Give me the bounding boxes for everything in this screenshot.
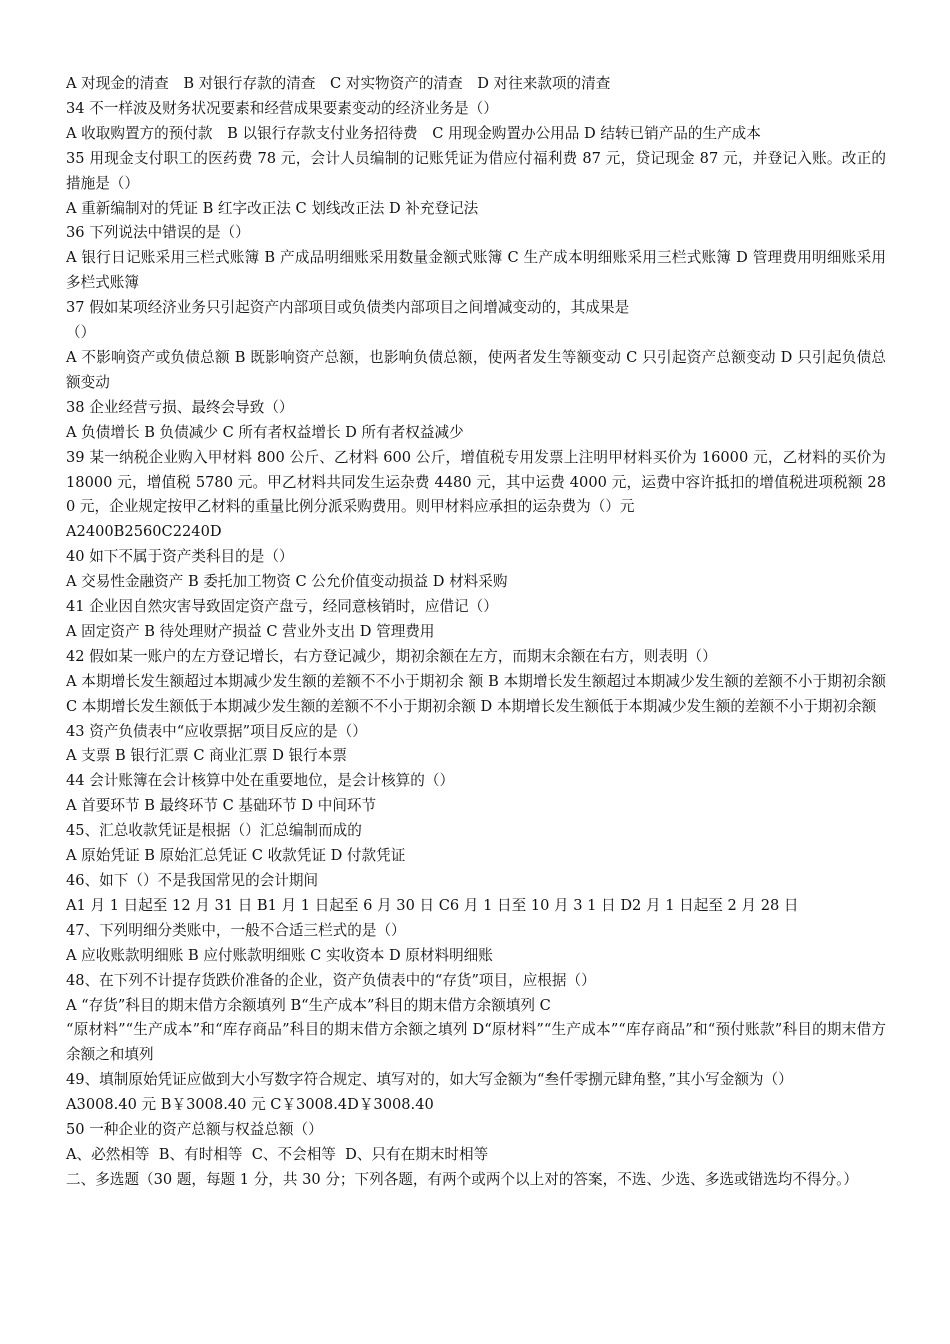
question-42: 42 假如某一账户的左方登记增长，右方登记减少，期初余额在左方，而期末余额在右方，则表明（） xyxy=(66,647,717,665)
options-49: A3008.40 元 B￥3008.40 元 C￥3008.4D￥3008.40 xyxy=(66,1096,434,1114)
options-50: A、必然相等 B、有时相等 C、不会相等 D、只有在期末时相等 xyxy=(66,1145,489,1163)
section-heading-multiple-choice: 二、多选题（30 题，每题 1 分，共 30 分；下列各题，有两个或两个以上对的答案，不选、少选、多选或错选均不得分。） xyxy=(66,1170,859,1188)
question-37-paren: （） xyxy=(66,324,96,342)
question-46: 46、如下（）不是我国常见的会计期间 xyxy=(66,872,319,889)
options-48-b: “原材料”“生产成本”和“库存商品”科目的期末借方余额之填列 D“原材料”“生产成本”“库存商品”和“预付账款”科目的期末借方余额之和填列 xyxy=(66,1021,886,1064)
document-page xyxy=(66,72,891,1193)
options-38: A 负债增长 B 负债减少 C 所有者权益增长 D 所有者权益减少 xyxy=(66,423,464,441)
question-50: 50 一种企业的资产总额与权益总额（） xyxy=(66,1121,323,1139)
question-48: 48、在下列不计提存货跌价准备的企业，资产负债表中的“存货”项目，应根据（） xyxy=(66,971,596,989)
question-38: 38 企业经营亏损、最终会导致（） xyxy=(66,398,294,416)
question-40: 40 如下不属于资产类科目的是（） xyxy=(66,548,294,566)
question-47: 47、下列明细分类账中，一般不合适三栏式的是（） xyxy=(66,921,406,939)
options-46: A1 月 1 日起至 12 月 31 日 B1 月 1 日起至 6 月 30 日 C6 月 1 日至 10 月 3 1 日 D2 月 1 日起至 2 月 28 日 xyxy=(66,896,799,914)
question-44: 44 会计账簿在会计核算中处在重要地位，是会计核算的（） xyxy=(66,772,455,790)
options-43: A 支票 B 银行汇票 C 商业汇票 D 银行本票 xyxy=(66,747,347,765)
options-39: A2400B2560C2240D xyxy=(66,523,222,541)
options-35: A 重新编制对的凭证 B 红字改正法 C 划线改正法 D 补充登记法 xyxy=(66,199,479,217)
options-40: A 交易性金融资产 B 委托加工物资 C 公允价值变动损益 D 材料采购 xyxy=(66,573,508,591)
options-37: A 不影响资产或负债总额 B 既影响资产总额，也影响负债总额，使两者发生等额变动 C 只引起资产总额变动 D 只引起负债总额变动 xyxy=(66,348,886,391)
options-45: A 原始凭证 B 原始汇总凭证 C 收款凭证 D 付款凭证 xyxy=(66,847,406,865)
text-line: A 对现金的清查 B 对银行存款的清查 C 对实物资产的清查 D 对往来款项的清查 xyxy=(66,75,611,92)
question-35: 35 用现金支付职工的医药费 78 元，会计人员编制的记账凭证为借应付福利费 87 元，贷记现金 87 元，并登记入账。改正的措施是（） xyxy=(66,149,886,192)
question-49: 49、填制原始凭证应做到大小写数字符合规定、填写对的，如大写金额为“叁仟零捌元肆角整，”其小写金额为（） xyxy=(66,1071,793,1089)
options-42: A 本期增长发生额超过本期减少发生额的差额不不小于期初余 额 B 本期增长发生额超过本期减少发生额的差额不小于期初余额 C 本期增长发生额低于本期减少发生额的差额不不小于期初余额 D 本期增长发生额低于本期减少发生额的差额不小于期初余额 xyxy=(66,672,891,715)
options-34: A 收取购置方的预付款 B 以银行存款支付业务招待费 C 用现金购置办公用品 D 结转已销产品的生产成本 xyxy=(66,124,761,142)
question-43: 43 资产负债表中“应收票据”项目反应的是（） xyxy=(66,722,367,740)
question-39: 39 某一纳税企业购入甲材料 800 公斤、乙材料 600 公斤，增值税专用发票上注明甲材料买价为 16000 元，乙材料的买价为 18000 元，增值税 5780 元。甲乙材料共同发生运杂费 4480 元，其中运费 4000 元，运费中容许抵扣的增值税进项税额 280 元，企业规定按甲乙材料的重量比例分派采购费用。则甲材料应承担的运杂费为（）元 xyxy=(66,448,891,516)
question-41: 41 企业因自然灾害导致固定资产盘亏，经同意核销时，应借记（） xyxy=(66,598,498,616)
options-41: A 固定资产 B 待处理财产损益 C 营业外支出 D 管理费用 xyxy=(66,622,435,640)
options-44: A 首要环节 B 最终环节 C 基础环节 D 中间环节 xyxy=(66,797,377,815)
question-45: 45、汇总收款凭证是根据（）汇总编制而成的 xyxy=(66,822,362,840)
options-48-a: A “存货”科目的期末借方余额填列 B“生产成本”科目的期末借方余额填列 C xyxy=(66,996,551,1014)
question-34: 34 不一样波及财务状况要素和经营成果要素变动的经济业务是（） xyxy=(66,99,498,117)
question-36: 36 下列说法中错误的是（） xyxy=(66,224,250,242)
options-47: A 应收账款明细账 B 应付账款明细账 C 实收资本 D 原材料明细账 xyxy=(66,946,493,964)
options-36: A 银行日记账采用三栏式账簿 B 产成品明细账采用数量金额式账簿 C 生产成本明细账采用三栏式账簿 D 管理费用明细账采用多栏式账簿 xyxy=(66,249,886,292)
question-37: 37 假如某项经济业务只引起资产内部项目或负债类内部项目之间增减变动的，其成果是 xyxy=(66,299,630,317)
